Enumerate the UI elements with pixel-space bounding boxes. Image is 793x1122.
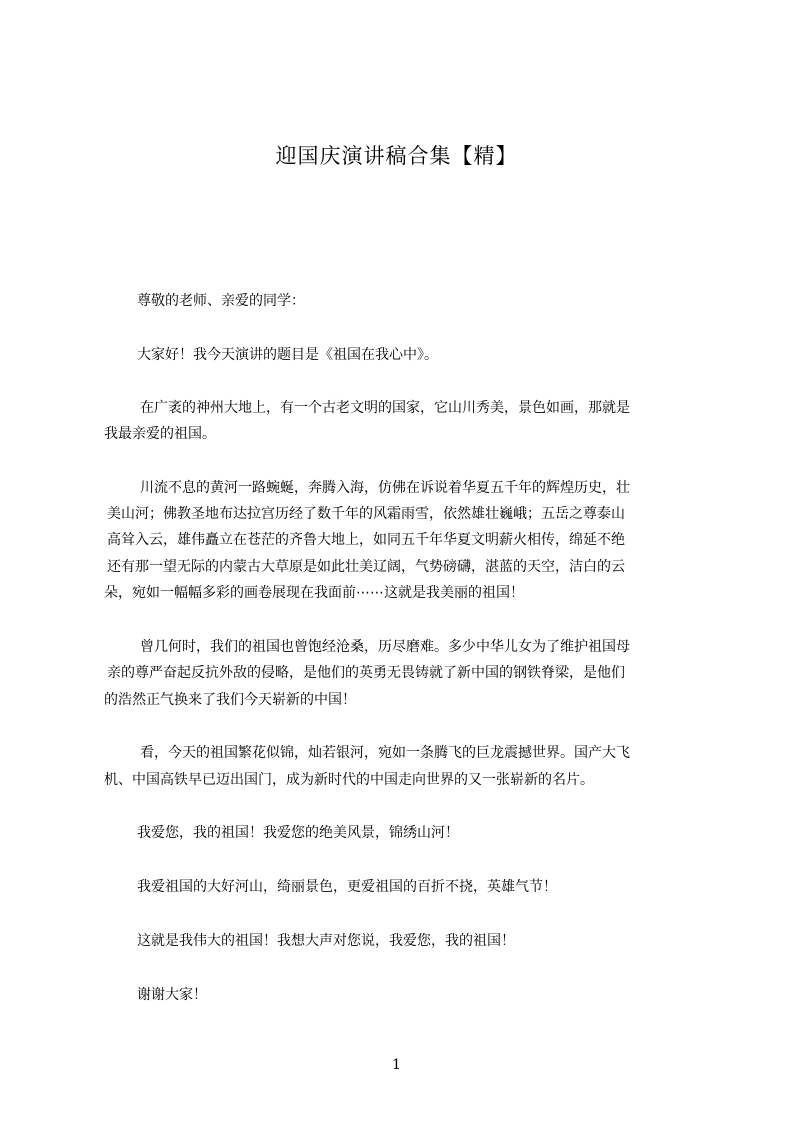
paragraph-line: 美山河；佛教圣地布达拉宫历经了数千年的风霜雨雪，依然雄壮巍峨；五岳之尊泰山 [107,506,625,522]
page-number: 1 [392,1057,401,1073]
paragraph-line: 我最亲爱的祖国。 [104,426,216,442]
paragraph-line: 亲的尊严奋起反抗外敌的侵略，是他们的英勇无畏铸就了新中国的钢铁脊梁，是他们 [107,665,625,681]
paragraph-line: 谢谢大家！ [137,987,207,1003]
paragraph-line: 这就是我伟大的祖国！我想大声对您说，我爱您，我的祖国！ [137,933,515,949]
paragraph-line: 还有那一望无际的内蒙古大草原是如此壮美辽阔，气势磅礴，湛蓝的天空，洁白的云 [107,559,625,575]
paragraph-line: 川流不息的黄河一路蜿蜒，奔腾入海，仿佛在诉说着华夏五千年的辉煌历史，壮 [140,480,630,496]
paragraph-line: 机、中国高铁早已迈出国门，成为新时代的中国走向世界的又一张崭新的名片。 [104,772,594,788]
document-title: 迎国庆演讲稿合集【精】 [275,144,518,168]
paragraph-line: 看，今天的祖国繁花似锦，灿若银河，宛如一条腾飞的巨龙震撼世界。国产大飞 [140,745,630,761]
paragraph-line: 高耸入云，雄伟矗立在苍茫的齐鲁大地上，如同五千年华夏文明薪火相传，绵延不绝 [107,532,625,548]
paragraph-line: 尊敬的老师、亲爱的同学： [137,293,305,309]
paragraph-line: 我爱祖国的大好河山，绮丽景色，更爱祖国的百折不挠，英雄气节！ [137,879,557,895]
paragraph-line: 曾几何时，我们的祖国也曾饱经沧桑，历尽磨难。多少中华儿女为了维护祖国母 [140,639,630,655]
paragraph-line: 的浩然正气换来了我们今天崭新的中国！ [104,692,356,708]
paragraph-line: 我爱您，我的祖国！我爱您的绝美风景，锦绣山河！ [137,825,459,841]
paragraph-line: 朵，宛如一幅幅多彩的画卷展现在我面前⋯⋯这就是我美丽的祖国！ [104,585,524,601]
paragraph-line: 在广袤的神州大地上，有一个古老文明的国家，它山川秀美，景色如画，那就是 [140,400,630,416]
paragraph-line: 大家好！我今天演讲的题目是《祖国在我心中》。 [137,347,438,363]
